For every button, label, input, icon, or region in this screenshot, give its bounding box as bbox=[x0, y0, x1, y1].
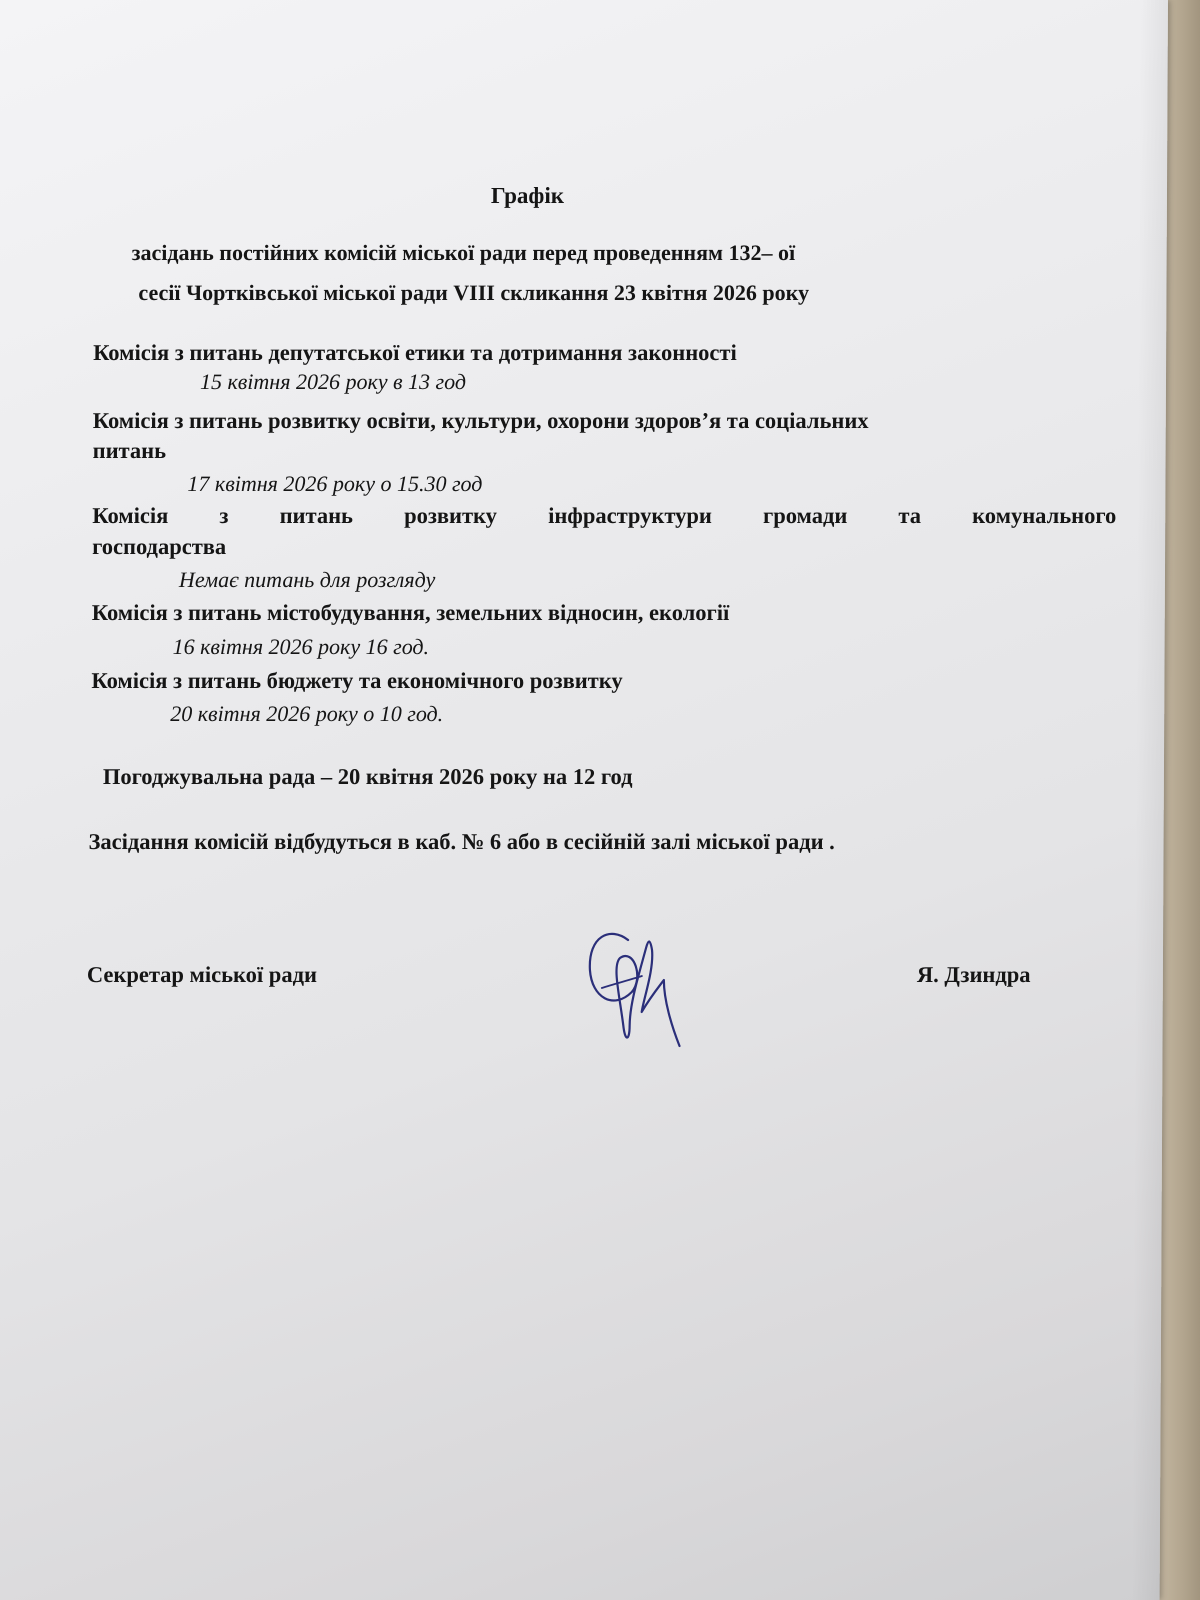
commission-2-name-line-2: питань bbox=[92, 438, 167, 463]
commission-1-schedule: 15 квітня 2026 року в 13 год bbox=[199, 369, 467, 394]
commission-2-name-line-1: Комісія з питань розвитку освіти, культури, охорони здоров’я та соціальних bbox=[92, 408, 869, 433]
handwritten-signature bbox=[579, 918, 700, 1058]
location-note: Засідання комісій відбудуться в каб. № 6 або в сесійній залі міської ради . bbox=[88, 829, 835, 854]
document-title: Графік bbox=[490, 183, 565, 208]
commission-5-schedule: 20 квітня 2026 року о 10 год. bbox=[170, 701, 444, 726]
signatory-name: Я. Дзиндра bbox=[916, 962, 1031, 987]
commission-2-schedule: 17 квітня 2026 року о 15.30 год bbox=[187, 471, 483, 496]
coordination-council-line: Погоджувальна рада – 20 квітня 2026 року на 12 год bbox=[102, 764, 633, 789]
document-subtitle-line-1: засідань постійних комісій міської ради перед проведенням 132– ої bbox=[131, 240, 796, 265]
commission-4-name: Комісія з питань містобудування, земельних відносин, екології bbox=[91, 600, 730, 625]
commission-1-name: Комісія з питань депутатської етики та дотримання законності bbox=[93, 340, 737, 365]
commission-3-schedule: Немає питань для розгляду bbox=[178, 567, 436, 592]
document-subtitle-line-2: сесії Чортківської міської ради VIII скликання 23 квітня 2026 року bbox=[138, 280, 810, 305]
commission-4-schedule: 16 квітня 2026 року 16 год. bbox=[172, 634, 430, 659]
commission-5-name: Комісія з питань бюджету та економічного розвитку bbox=[91, 668, 623, 693]
commission-3-name-line-2: господарства bbox=[92, 534, 227, 559]
signatory-position: Секретар міської ради bbox=[86, 962, 318, 987]
commission-3-name-line-1: Комісія з питань розвитку інфраструктури громади та комунального bbox=[92, 503, 1117, 528]
